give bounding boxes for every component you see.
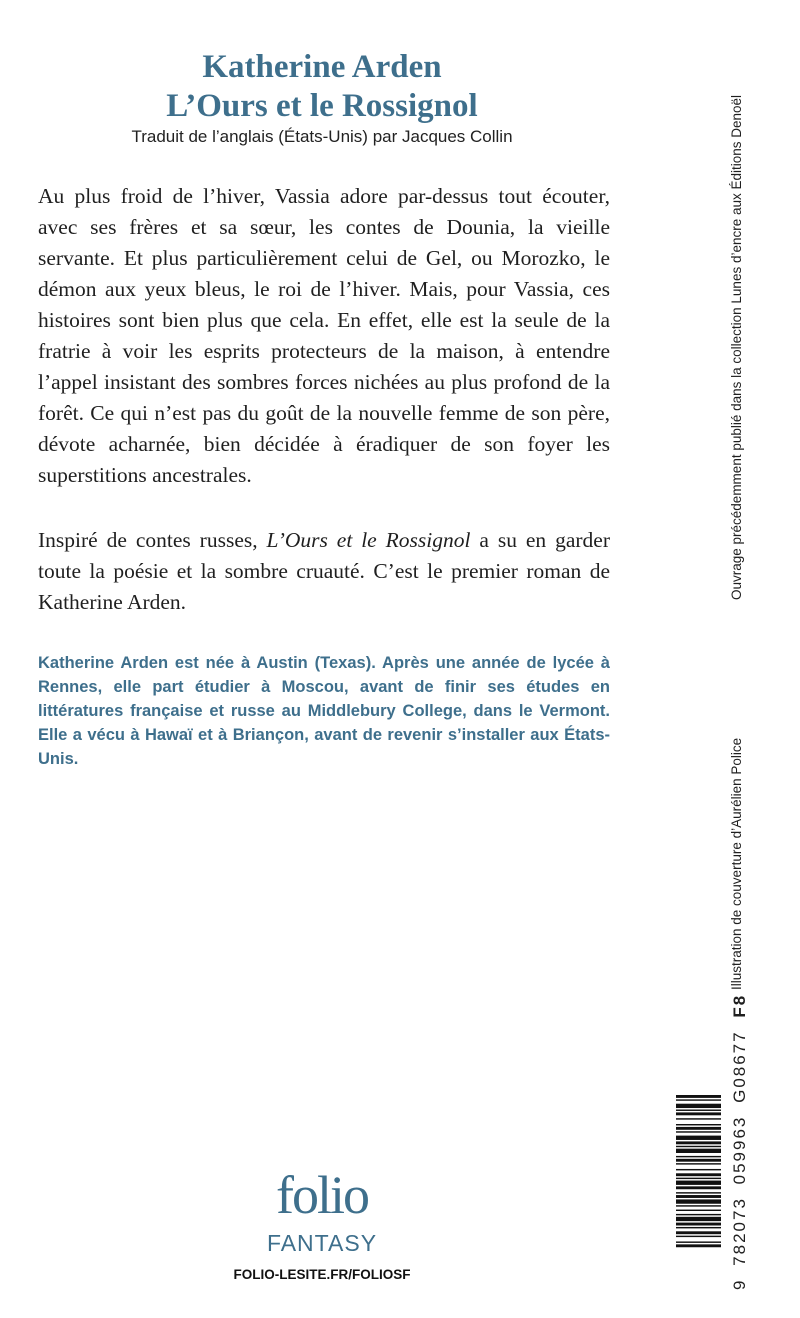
barcode-stripe [676,1159,721,1162]
barcode-stripe [676,1136,721,1140]
barcode-stripe [676,1118,721,1119]
barcode-stripe [676,1095,721,1098]
category-code: F8 [730,993,749,1018]
barcode-stripe [676,1112,721,1115]
barcode-stripe [676,1141,721,1144]
barcode-icon [676,1095,721,1293]
barcode-stripe [676,1104,721,1108]
barcode-stripe [676,1244,721,1247]
barcode-stripe [676,1169,721,1170]
author-name: Katherine Arden [202,49,442,85]
summary-book-title: L’Ours et le Rossignol [266,528,471,552]
barcode-stripe [676,1173,721,1176]
barcode-stripe [676,1210,721,1211]
barcode-stripe [676,1214,721,1215]
barcode-stripe [676,1146,721,1147]
barcode-stripe [676,1205,721,1206]
barcode-stripe [676,1181,721,1185]
barcode-stripe [676,1131,721,1132]
barcode-stripe [676,1178,721,1179]
author-bio: Katherine Arden est née à Austin (Texas). Après une année de lycée à Rennes, elle part étudier à Moscou, avant de finir ses études en littératures française et russe au Middlebury College, dans le Vermont. Elle a vécu à Hawaï et à Briançon, avant de revenir s’installer aux États-Unis. [38,654,610,768]
summary-text-after-title: a su en garder toute la poésie et la sombre cruauté. C’est le premier roman de Katherine Arden. [38,528,610,614]
barcode-stripe [676,1199,721,1203]
barcode-stripe [676,1156,721,1157]
fantasy-logo-label: FANTASY [266,1230,378,1256]
barcode-stripe [676,1195,721,1198]
isbn-code-line [730,994,750,1290]
edition-note: Ouvrage précédemment publié dans la collection Lunes d’encre aux Éditions Denoël [729,94,744,600]
website-url: FOLIO-LESITE.FR/FOLIOSF [233,1267,411,1282]
isbn-number: 9 782073 059963 [730,1115,749,1290]
barcode-stripe [676,1241,721,1242]
folio-logo: folio [276,1165,368,1225]
barcode-stripe [676,1227,721,1228]
barcode-stripe [676,1163,721,1164]
barcode-stripe [676,1236,721,1237]
barcode-stripe [676,1231,721,1234]
translator-credit: Traduit de l’anglais (États-Unis) par Jacques Collin [131,127,513,146]
summary-paragraph-1: Au plus froid de l’hiver, Vassia adore par-dessus tout écouter, avec ses frères et sa sœur, les contes de Dounia, la vieille servante. Et plus particulièrement celui de Gel, ou Morozko, le démon aux yeux bleus, le roi de l’hiver. Mais, pour Vassia, ces histoires sont bien plus que cela. En effet, elle est la seule de la fratrie à voir les esprits protecteurs de la maison, à entendre l’appel insistant des sombres forces nichées au plus profond de la forêt. Ce qui n’est pas du goût de la nouvelle femme de son père, dévote acharnée, bien décidée à éradiquer de son foyer les superstitions ancestrales. [38,184,610,487]
barcode-stripe [676,1217,721,1221]
barcode-stripe [676,1127,721,1130]
summary-paragraph-2 [38,525,610,618]
barcode-stripe [676,1192,721,1193]
barcode-stripe [676,1110,721,1111]
barcode-stripe [676,1124,721,1125]
barcode-stripe [676,1186,721,1189]
barcode-stripe [676,1223,721,1226]
barcode-stripe [676,1099,721,1100]
product-code: G08677 [730,1030,749,1103]
book-title: L’Ours et le Rossignol [166,88,478,124]
summary-text-before-title: Inspiré de contes russes, [38,528,267,552]
barcode-stripe [676,1149,721,1153]
illustration-credit: Illustration de couverture d’Aurélien Police [729,737,744,990]
